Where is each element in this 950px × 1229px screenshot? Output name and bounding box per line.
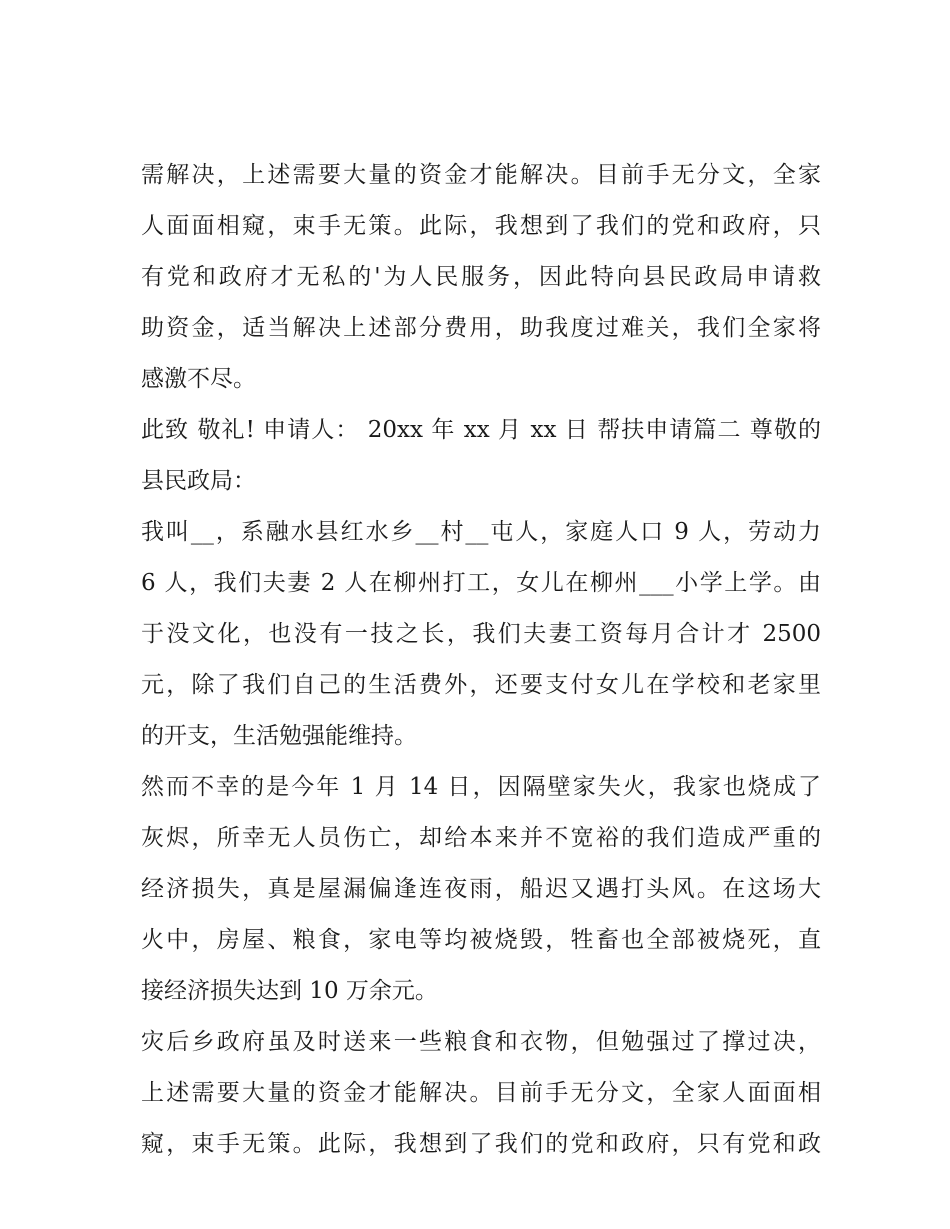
text-line: 的开支，生活勉强能维持。 xyxy=(141,723,417,749)
text-line: 需解决，上述需要大量的资金才能解决。目前手无分文，全家 xyxy=(141,162,821,188)
text-line: 然而不幸的是今年 1 月 14 日，因隔壁家失火，我家也烧成了 xyxy=(141,774,821,800)
paragraph-salutation-and-heading xyxy=(141,405,821,507)
text-line: 灾后乡政府虽及时送来一些粮食和衣物，但勉强过了撑过决， xyxy=(141,1029,821,1055)
text-line: 于没文化，也没有一技之长，我们夫妻工资每月合计才 2500 xyxy=(141,621,821,647)
text-line: 有党和政府才无私的'为人民服务，因此特向县民政局申请救 xyxy=(141,264,821,290)
text-line: 助资金，适当解决上述部分费用，助我度过难关，我们全家将 xyxy=(141,315,821,341)
text-line: 此致 敬礼! 申请人： 20xx 年 xx 月 xx 日 帮扶申请篇二 尊敬的 xyxy=(141,417,821,443)
paragraph-fire-incident xyxy=(141,762,821,1017)
text-line: 我叫__，系融水县红水乡__村__屯人，家庭人口 9 人，劳动力 xyxy=(141,519,821,545)
text-line: 感激不尽。 xyxy=(141,366,256,392)
text-line: 县民政局： xyxy=(141,468,256,494)
text-line: 火中，房屋、粮食，家电等均被烧毁，牲畜也全部被烧死，直 xyxy=(141,927,821,953)
text-line: 经济损失，真是屋漏偏逢连夜雨，船迟又遇打头风。在这场大 xyxy=(141,876,821,902)
text-line: 窥，束手无策。此际，我想到了我们的党和政府，只有党和政 xyxy=(141,1131,821,1157)
document-body xyxy=(141,150,821,1170)
paragraph-post-disaster-request xyxy=(141,1017,821,1170)
paragraph-relief-request-closing xyxy=(141,150,821,405)
text-line: 灰烬，所幸无人员伤亡，却给本来并不宽裕的我们造成严重的 xyxy=(141,825,821,851)
text-line: 上述需要大量的资金才能解决。目前手无分文，全家人面面相 xyxy=(141,1080,821,1106)
text-line: 元，除了我们自己的生活费外，还要支付女儿在学校和老家里 xyxy=(141,672,821,698)
paragraph-applicant-introduction xyxy=(141,507,821,762)
text-line: 6 人，我们夫妻 2 人在柳州打工，女儿在柳州___小学上学。由 xyxy=(141,570,821,596)
text-line: 人面面相窥，束手无策。此际，我想到了我们的党和政府，只 xyxy=(141,213,821,239)
text-line: 接经济损失达到 10 万余元。 xyxy=(141,978,438,1004)
